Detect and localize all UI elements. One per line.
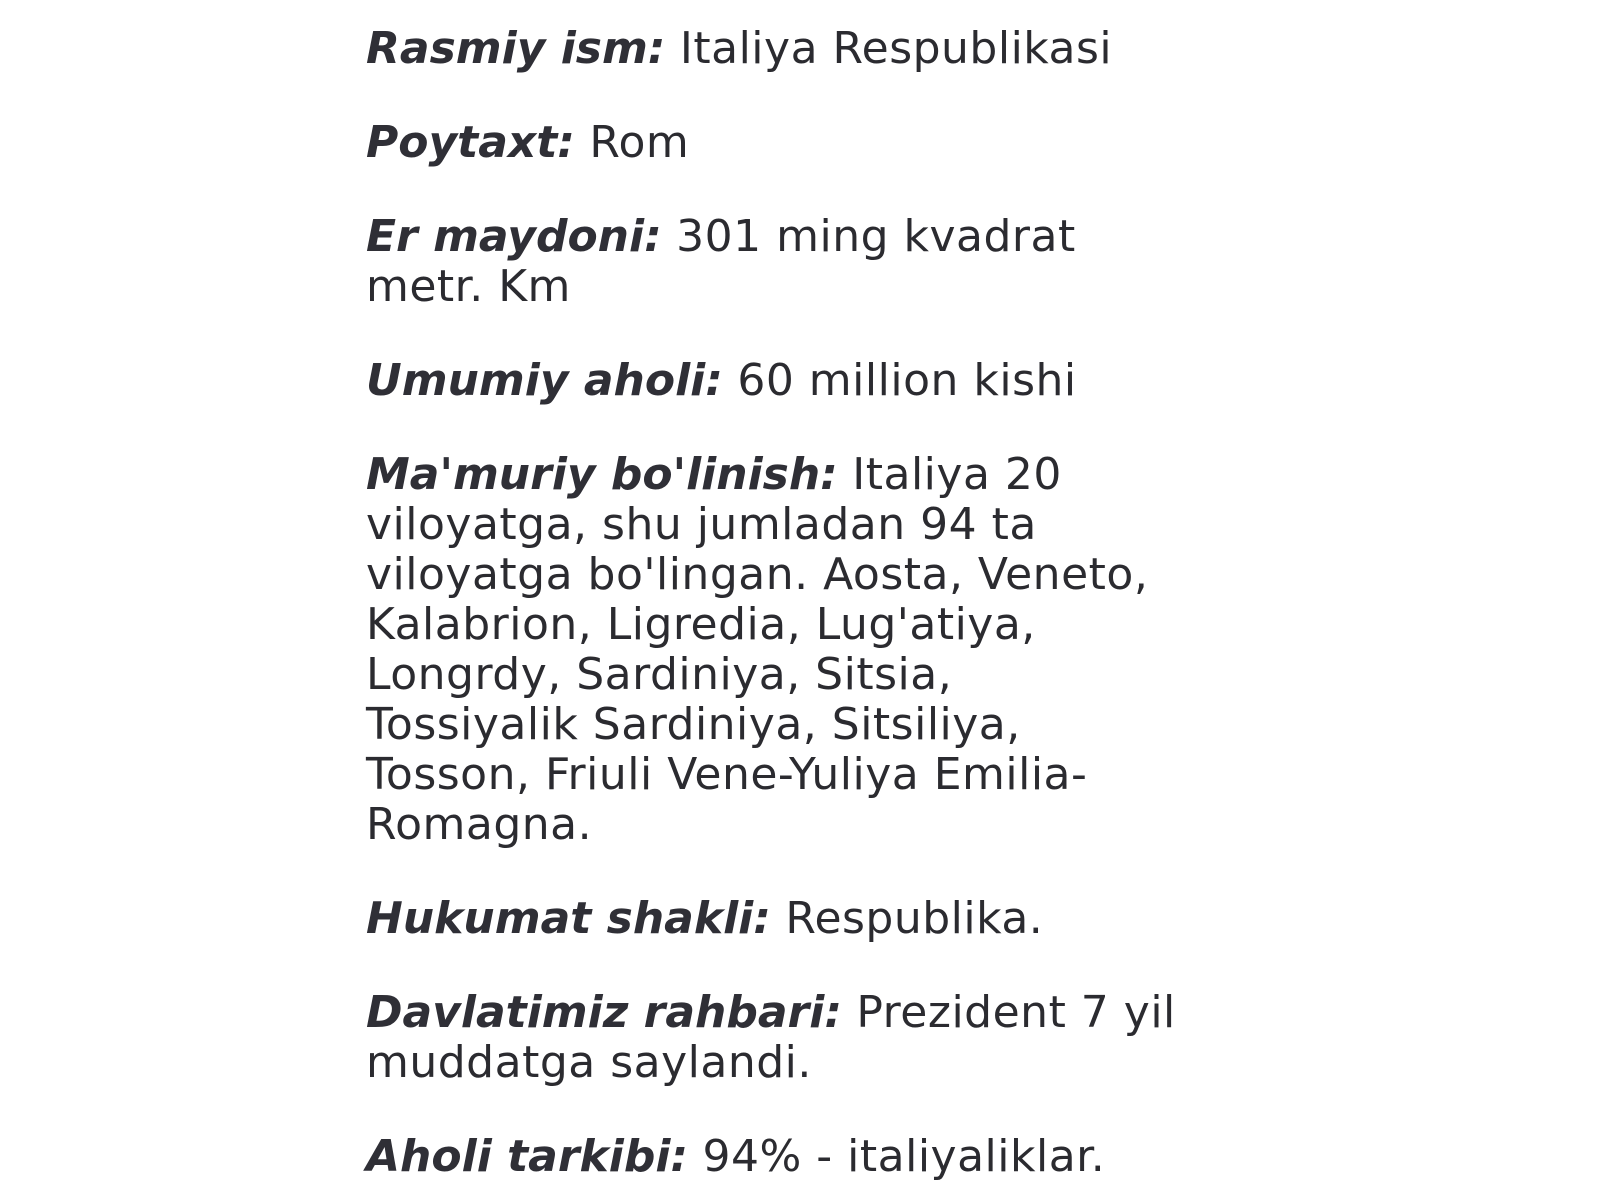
fact-value: 60 million kishi	[722, 355, 1077, 406]
fact-label: Davlatimiz rahbari:	[366, 987, 842, 1038]
fact-value: Rom	[574, 117, 690, 168]
fact-government-form	[366, 894, 1266, 944]
fact-label: Rasmiy ism:	[366, 23, 666, 74]
fact-population-composition	[366, 1132, 1266, 1182]
fact-value: 301 ming kvadrat metr. Km	[366, 211, 1076, 312]
fact-official-name	[366, 24, 1226, 74]
fact-label: Aholi tarkibi:	[366, 1131, 689, 1182]
fact-value: Respublika.	[770, 893, 1044, 944]
fact-value: 94% - italiyaliklar.	[688, 1131, 1106, 1182]
fact-administrative-division	[366, 450, 1166, 850]
fact-label: Er maydoni:	[366, 211, 662, 262]
fact-capital	[366, 118, 1266, 168]
fact-label: Hukumat shakli:	[366, 893, 771, 944]
fact-value: Prezident 7 yil muddatga saylandi.	[366, 987, 1176, 1088]
fact-population	[366, 356, 1266, 406]
fact-value: Italiya Respublikasi	[665, 23, 1113, 74]
fact-value: Italiya 20 viloyatga, shu jumladan 94 ta viloyatga bo'lingan. Aosta, Veneto, Kalabrion, Ligredia, Lug'atiya, Longrdy, Sardiniya, Sitsia, Tossiyalik Sardiniya, Sitsiliya, Tosson, Friuli Vene-Yuliya Emilia-Romagna.	[366, 449, 1149, 850]
fact-label: Ma'muriy bo'linish:	[366, 449, 838, 500]
fact-label: Umumiy aholi:	[366, 355, 723, 406]
country-facts	[366, 24, 1266, 1200]
fact-head-of-state	[366, 988, 1266, 1088]
fact-area	[366, 212, 1166, 312]
fact-label: Poytaxt:	[366, 117, 575, 168]
